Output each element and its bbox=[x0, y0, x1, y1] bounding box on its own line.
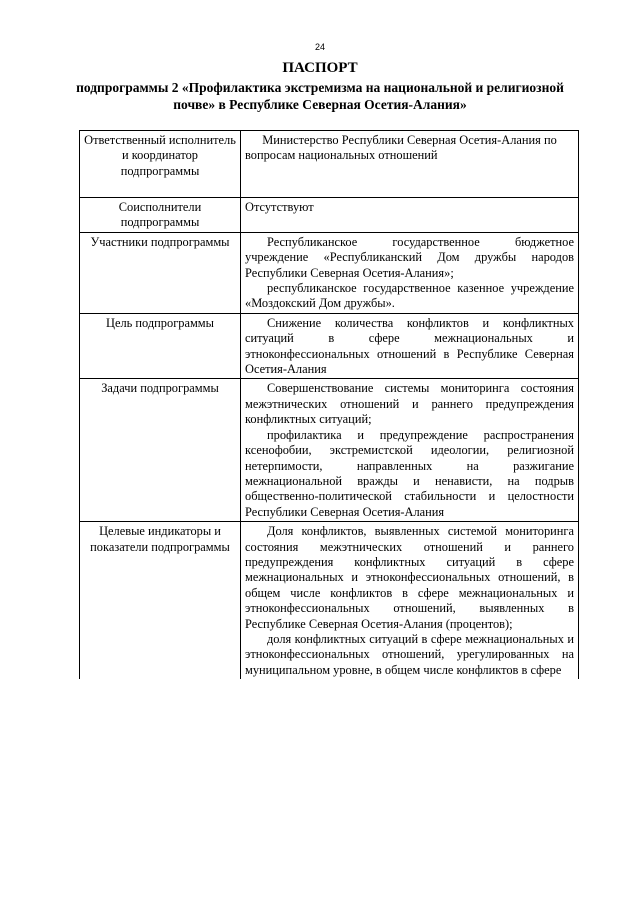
row-value bbox=[241, 131, 579, 198]
row-paragraph: Республиканское государственное бюджетное учреждение «Республиканский Дом дружбы народов Республики Северная Осетия-Алания»; bbox=[245, 234, 574, 280]
row-label: Участники подпрограммы bbox=[80, 232, 241, 313]
row-value bbox=[241, 522, 579, 680]
row-value bbox=[241, 232, 579, 313]
passport-table bbox=[79, 130, 579, 679]
row-paragraph: Снижение количества конфликтов и конфликтных ситуаций в сфере межнациональных и этноконфессиональных отношений в Республике Северная Осетия-Алания bbox=[245, 315, 574, 377]
page-number: 24 bbox=[314, 42, 325, 52]
table-row bbox=[80, 522, 579, 680]
row-paragraph: республиканское государственное казенное учреждение «Моздокский Дом дружбы». bbox=[245, 281, 574, 311]
row-paragraph: профилактика и предупреждение распространения ксенофобии, экстремистской идеологии, религиозной нетерпимости, направленных на разжигание межнациональной вражды и ненависти, на подрыв общественно-политической стабильности и целостности Республики Северная Осетия-Алания bbox=[245, 427, 574, 519]
row-label: Ответственный исполнитель и координатор подпрограммы bbox=[80, 131, 241, 198]
row-label: Соисполнители подпрограммы bbox=[80, 198, 241, 233]
row-value bbox=[241, 198, 579, 233]
row-paragraph: доля конфликтных ситуаций в сфере межнациональных и этноконфессиональных отношений, урегулированных на муниципальном уровне, в общем числе конфликтов в сфере bbox=[245, 631, 574, 677]
row-label: Задачи подпрограммы bbox=[80, 379, 241, 522]
row-label: Целевые индикаторы и показатели подпрограммы bbox=[80, 522, 241, 680]
table-row bbox=[80, 198, 579, 233]
table-row bbox=[80, 232, 579, 313]
row-paragraph: Отсутствуют bbox=[245, 200, 314, 214]
document-subtitle: подпрограммы 2 «Профилактика экстремизма на национальной и религиозной почве» в Республике Северная Осетия-Алания» bbox=[76, 80, 564, 112]
row-value bbox=[241, 313, 579, 379]
row-paragraph: Министерство Республики Северная Осетия-Алания по вопросам национальных отношений bbox=[245, 133, 557, 163]
table-row bbox=[80, 313, 579, 379]
row-label: Цель подпрограммы bbox=[80, 313, 241, 379]
row-paragraph: Совершенствование системы мониторинга состояния межэтнических отношений и раннего предупреждения конфликтных ситуаций; bbox=[245, 381, 574, 427]
row-value bbox=[241, 379, 579, 522]
document-title: ПАСПОРТ bbox=[282, 60, 358, 76]
table-row bbox=[80, 379, 579, 522]
table-row bbox=[80, 131, 579, 198]
row-paragraph: Доля конфликтов, выявленных системой мониторинга состояния межэтнических отношений и раннего предупреждения конфликтных ситуаций в сфере межнациональных и этноконфессиональных отношений, в общем числе конфликтов в сфере межнациональных и этноконфессиональных отношений, выявленных в Республике Северная Осетия-Алания (процентов); bbox=[245, 524, 574, 631]
